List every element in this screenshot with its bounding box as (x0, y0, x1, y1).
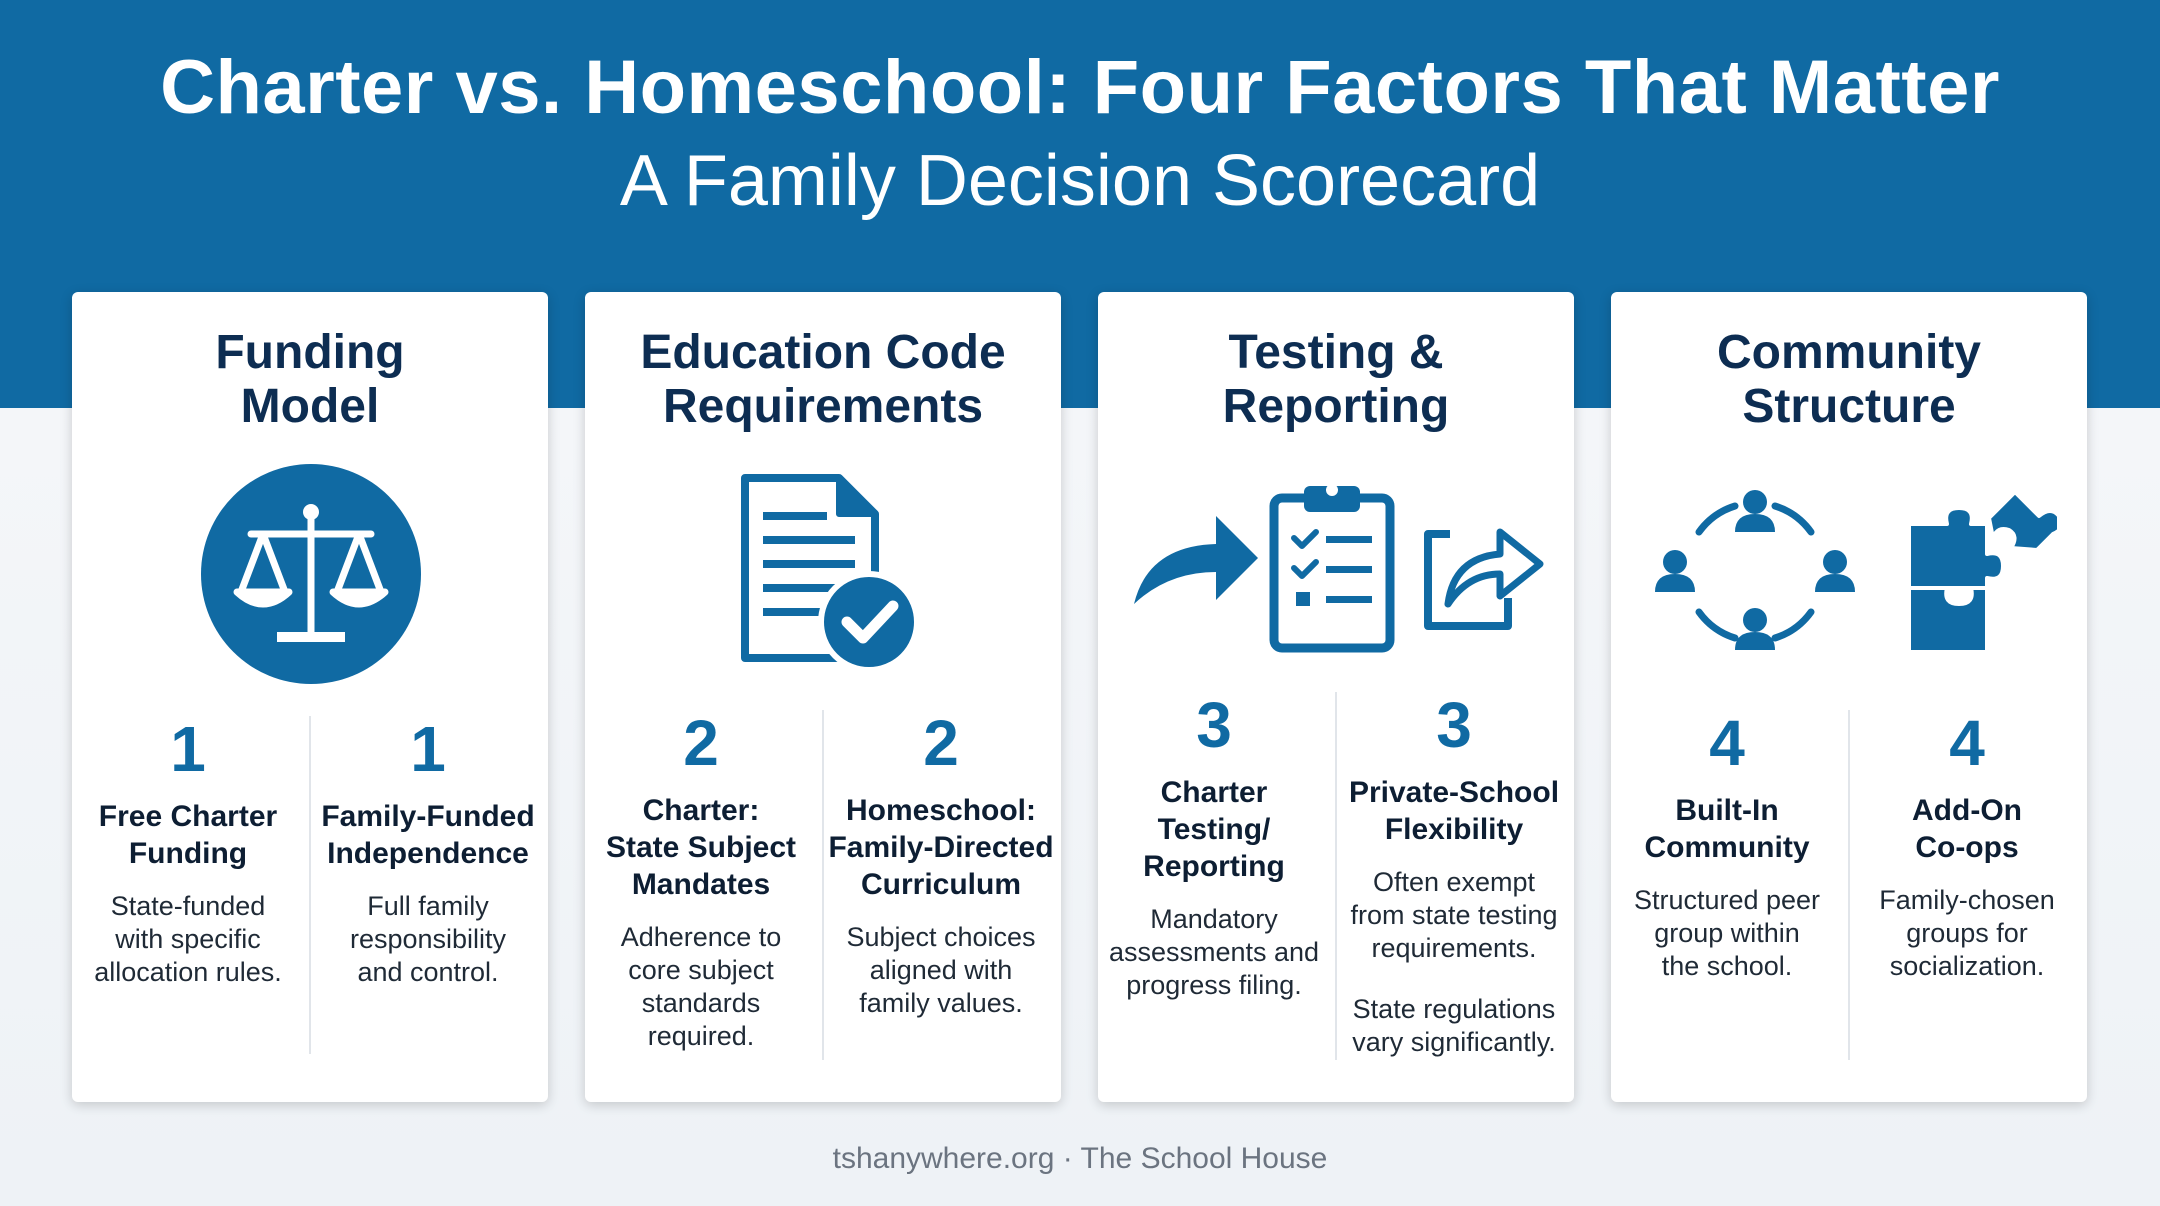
card-title: Community Structure (1717, 326, 1981, 433)
clipboard-arrows-icon (1128, 476, 1548, 661)
option-heading: Add-On Co-ops (1912, 794, 2022, 864)
option-description: Structured peer group within the school. (1633, 885, 1821, 981)
people-puzzle-icon (1647, 488, 2057, 663)
score-number: 4 (1709, 707, 1745, 779)
document-check-icon (735, 472, 925, 677)
page-subtitle: A Family Decision Scorecard (619, 141, 1541, 221)
option-heading: Charter: State Subject Mandates (605, 794, 797, 901)
funding-right-column (312, 714, 544, 989)
score-number: 1 (410, 713, 446, 785)
option-heading: Family-Funded Independence (321, 800, 535, 870)
option-heading: Charter Testing/ Reporting (1143, 776, 1285, 883)
card-education-code (585, 292, 1061, 1102)
column-divider (822, 710, 824, 1060)
option-description: Family-chosen groups for socialization. (1879, 885, 2055, 981)
option-heading: Private-School Flexibility (1348, 776, 1560, 846)
footer-credit: tshanywhere.org · The School House (832, 1142, 1328, 1175)
score-number: 2 (683, 707, 719, 779)
card-funding-model (72, 292, 548, 1102)
card-title: Testing & Reporting (1222, 326, 1450, 433)
score-number: 2 (923, 707, 959, 779)
score-number: 1 (170, 713, 206, 785)
page-title: Charter vs. Homeschool: Four Factors That Matter (160, 45, 2000, 130)
community-right-column (1851, 708, 2083, 983)
column-divider (1335, 692, 1337, 1060)
option-description: Full family responsibility and control. (349, 891, 507, 987)
card-title: Funding Model (215, 326, 405, 433)
education-left-column (585, 708, 817, 1053)
option-description-note: State regulations vary significantly. (1352, 994, 1556, 1057)
score-number: 3 (1196, 689, 1232, 761)
option-heading: Free Charter Funding (98, 800, 278, 870)
column-divider (309, 716, 311, 1054)
funding-left-column (72, 714, 304, 989)
card-title: Education Code Requirements (640, 326, 1006, 433)
option-description: Adherence to core subject standards required. (620, 922, 782, 1051)
option-description: Subject choices aligned with family values. (846, 922, 1036, 1018)
education-right-column (825, 708, 1057, 1020)
option-description: State-funded with specific allocation rules. (94, 891, 282, 987)
option-description: Often exempt from state testing requirements. (1350, 867, 1558, 963)
column-divider (1848, 710, 1850, 1060)
card-community-structure (1611, 292, 2087, 1102)
option-description: Mandatory assessments and progress filing. (1108, 904, 1320, 1000)
option-heading: Homeschool: Family-Directed Curriculum (828, 794, 1054, 901)
community-left-column (1611, 708, 1843, 983)
scales-icon (201, 464, 421, 689)
testing-right-column (1338, 690, 1570, 1059)
testing-left-column (1098, 690, 1330, 1002)
option-heading: Built-In Community (1644, 794, 1810, 864)
score-number: 3 (1436, 689, 1472, 761)
score-number: 4 (1949, 707, 1985, 779)
card-testing-reporting (1098, 292, 1574, 1102)
